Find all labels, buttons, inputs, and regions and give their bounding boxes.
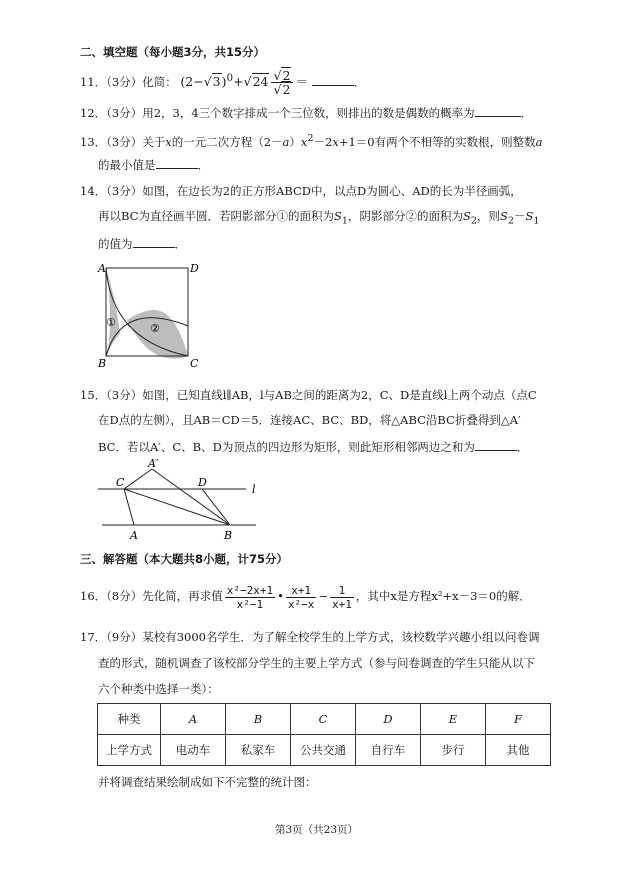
var-s: S [333,209,342,223]
fraction-2 [286,584,317,611]
text: 关于 [142,134,166,149]
text: ，阴影部分②的面积为 [347,209,463,223]
question-number: 17． [80,630,107,644]
text: －2 [313,134,333,149]
region-2-label: ② [150,322,160,335]
math-part: (2− [180,74,204,89]
text: 在D点的左侧），且AB＝CD＝5．连接AC、BC、BD，将△ABC沿BC折叠得到△A′ [98,413,521,427]
text: 的一元二次方程（2－ [171,134,283,149]
var-s: S [499,209,508,223]
exponent: 2 [307,133,314,144]
math-part: + [233,74,244,89]
frac-den: x²−1 [236,597,264,611]
table-cell: A [161,704,226,735]
table-cell: F [486,704,551,735]
text: 先化简，再求值 [142,589,223,603]
table-cell: E [421,704,486,735]
table-cell: C [291,704,356,735]
fraction-1 [225,584,275,611]
var-s: S [462,209,471,223]
fold-figure [94,457,274,543]
var-a: a [282,134,290,149]
question-score: （9分） [106,630,143,644]
segment-ca-prime [124,469,152,489]
text: 并将调查结果绘制成如下不完整的统计图： [98,775,317,789]
question-number: 12． [80,106,107,120]
frac-num: 1 [330,584,354,598]
segment-db [202,489,230,525]
question-14-line3 [98,235,186,252]
text: － [513,209,526,223]
var-a: a [535,134,543,149]
answer-blank[interactable] [475,438,517,451]
table-cell: 其他 [486,735,551,766]
question-score: （3分） [106,75,143,89]
sentence-end: ． [197,158,209,172]
question-score: （3分） [106,134,143,149]
subscript: 2 [507,215,514,227]
frac-num: x+1 [286,584,317,598]
table-cell: 种类 [98,704,161,735]
label-a: A [130,529,138,542]
table-cell: 上学方式 [98,735,161,766]
dot-operator: • [277,589,284,603]
subscript: 1 [341,215,348,227]
sqrt-24: 24 [252,74,269,89]
question-15 [80,387,537,403]
question-17-line3 [98,681,219,697]
sqrt-2-num: 2 [282,68,291,83]
table-row [98,704,551,735]
var-s: S [525,209,534,223]
subscript: 1 [533,215,540,227]
minus-operator: − [318,589,329,603]
frac-num: x²−2x+1 [226,583,274,597]
var-x: x [165,134,172,149]
question-16 [80,581,531,611]
question-score: （8分） [106,589,143,603]
text: ，则 [476,209,500,223]
text: 如图，在边长为2的正方形ABCD中，以点D为圆心、AD的长为半径画弧， [142,184,522,198]
text: 六个种类中选择一类）： [98,682,219,696]
sentence-end: ． [174,237,186,251]
sqrt-3: 3 [212,74,221,89]
square-figure [92,260,202,372]
var-x: x [300,134,308,149]
region-1-label: ① [106,316,116,329]
fraction [271,69,293,96]
frac-den: x²−x [287,597,315,611]
frac-den: x+1 [332,597,352,611]
frac-den: √2 [273,82,291,97]
label-d: D [190,262,199,275]
question-number: 16． [80,589,107,603]
table-cell: 私家车 [226,735,291,766]
question-number: 15． [80,388,107,402]
text: +1＝0有两个不相等的实数根，则整数 [338,134,536,149]
question-11 [80,69,365,96]
sentence-end: ． [353,75,366,89]
question-lead: 化简： [142,75,177,89]
frac-num: √2 [271,69,293,83]
question-14-line2 [98,208,539,229]
question-number: 13． [80,134,107,149]
table-cell: 公共交通 [291,735,356,766]
table-cell: D [356,704,421,735]
table-cell: 步行 [421,735,486,766]
text: 如图，已知直线l∥AB，l与AB之间的距离为2，C、D是直线l上两个动点（点C [142,388,537,402]
question-17-after [98,774,317,790]
text: 再以BC为直径画半圆．若阴影部分①的面积为 [98,209,334,223]
question-score: （3分） [106,184,143,198]
question-score: （3分） [106,106,143,120]
answer-blank[interactable] [475,104,521,117]
var-x: x [332,134,339,149]
answer-blank[interactable] [156,156,198,169]
section-title-answer: 三、解答题（本大题共8小题，计75分） [80,552,289,566]
text: ，其中x是方程x²+x－3＝0的解． [355,589,531,603]
text: 的最小值是 [98,158,156,172]
answer-blank[interactable] [133,235,175,248]
table-row [98,735,551,766]
math-part: ＝ [295,74,308,89]
question-12 [80,104,532,121]
table-cell: B [226,704,291,735]
label-a: A [98,262,106,275]
sentence-end: ． [520,106,533,120]
question-13-line2 [98,156,209,173]
text: 查的形式，随机调查了该校部分学生的主要上学方式（参与问卷调查的学生只能从以下 [98,656,535,670]
math-expression: $(2-√3)^0+√24$ $\frac{√2}{√2}$ ＝ [180,68,308,97]
question-score: （3分） [106,388,143,402]
fraction-3 [330,584,354,611]
label-c: C [116,476,125,489]
transport-table [97,703,551,766]
question-15-line2 [98,412,521,428]
question-15-line3 [98,438,528,455]
subscript: 2 [470,215,477,227]
segment-a-prime-b [152,469,230,525]
exponent: 0 [226,71,234,84]
question-13 [80,131,542,150]
label-c: C [190,357,199,370]
label-a-prime: A′ [148,457,159,470]
label-l: l [252,483,256,496]
table-cell: 自行车 [356,735,421,766]
label-b: B [98,357,107,370]
math-part: ) [221,74,227,89]
text: 的值为 [98,237,133,251]
question-number: 14． [80,184,107,198]
section-title-fill-blank: 二、填空题（每小题3分，共15分） [80,45,266,59]
page-footer: 第3页（共23页） [274,824,359,836]
text: BC．若以A′、C、B、D为顶点的四边形为矩形，则此矩形相邻两边之和为 [98,440,475,454]
question-17-line2 [98,655,535,671]
segment-cb [124,489,230,525]
question-17 [80,629,539,645]
answer-blank[interactable] [312,73,354,86]
label-b: B [224,529,233,542]
text: 某校有3000名学生．为了解全校学生的上学方式，该校数学兴趣小组以问卷调 [142,630,540,644]
sqrt-2-den: 2 [282,82,291,97]
table-cell: 电动车 [161,735,226,766]
label-d: D [198,476,207,489]
question-number: 11． [80,75,107,89]
question-14 [80,183,522,199]
sentence-end: ． [516,440,529,454]
question-text: 用2，3，4三个数字排成一个三位数，则排出的数是偶数的概率为 [142,106,475,120]
text: ） [289,134,301,149]
segment-ca [124,489,134,525]
